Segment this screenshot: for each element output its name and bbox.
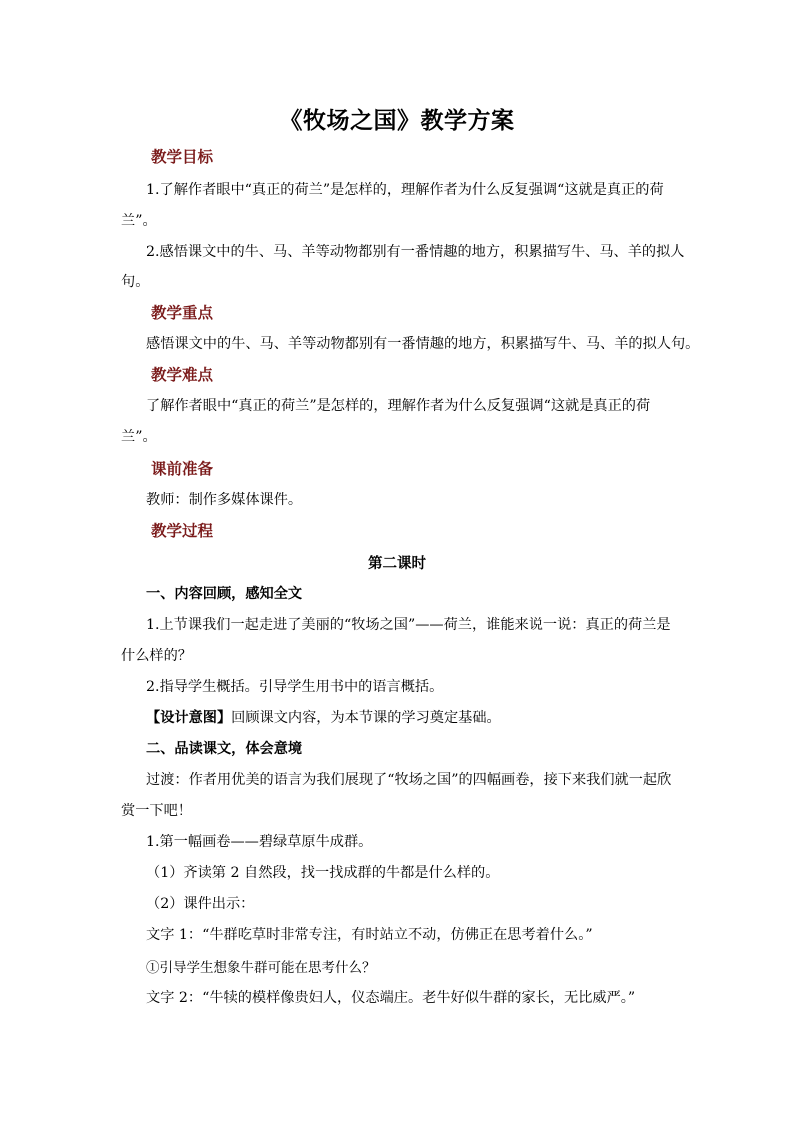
- part2-heading: 二、品读课文，体会意境: [146, 741, 303, 757]
- objective-1-line-1: 1.了解作者眼中“真正的荷兰”是怎样的，理解作者为什么反复强调“这就是真正的荷: [146, 182, 664, 198]
- design-intent-text: 回顾课文内容，为本节课的学习奠定基础。: [231, 710, 501, 726]
- design-intent-tag: 【设计意图】: [146, 710, 232, 726]
- heading-objectives: 教学目标: [151, 147, 214, 166]
- preparation-text: 教师：制作多媒体课件。: [146, 492, 303, 508]
- heading-key-points: 教学重点: [151, 303, 214, 322]
- heading-process: 教学过程: [151, 521, 214, 540]
- heading-preparation: 课前准备: [151, 459, 214, 478]
- guide-question-1: ①引导学生想象牛群可能在思考什么？: [146, 960, 376, 976]
- part1-heading: 一、内容回顾，感知全文: [146, 586, 303, 602]
- objective-1-line-2: 兰”。: [121, 213, 157, 229]
- key-points-text: 感悟课文中的牛、马、羊等动物都别有一番情趣的地方，积累描写牛、马、羊的拟人句。: [146, 336, 700, 352]
- scroll-1-title: 1.第一幅画卷——碧绿草原牛成群。: [146, 834, 373, 850]
- quote-text-1: 文字 1：“牛群吃草时非常专注，有时站立不动，仿佛正在思考着什么。”: [146, 927, 593, 943]
- heading-difficulties: 教学难点: [151, 365, 214, 384]
- design-intent: [146, 707, 501, 727]
- objective-2-line-1: 2.感悟课文中的牛、马、羊等动物都别有一番情趣的地方，积累描写牛、马、羊的拟人: [146, 244, 685, 260]
- part1-item1-line-1: 1.上节课我们一起走进了美丽的“牧场之国”——荷兰，谁能来说一说：真正的荷兰是: [146, 617, 671, 633]
- lesson-title: 第二课时: [368, 555, 426, 572]
- quote-text-2: 文字 2：“牛犊的模样像贵妇人，仪态端庄。老牛好似牛群的家长，无比威严。”: [146, 990, 636, 1006]
- page-title: 《牧场之国》教学方案: [279, 107, 515, 134]
- difficulties-line-2: 兰”。: [121, 429, 157, 445]
- step-1: （1）齐读第 2 自然段，找一找成群的牛都是什么样的。: [146, 865, 500, 881]
- part1-item1-line-2: 什么样的？: [121, 648, 192, 664]
- part1-item2: 2.指导学生概括。引导学生用书中的语言概括。: [146, 679, 444, 695]
- transition-line-2: 赏一下吧！: [121, 803, 192, 819]
- transition-line-1: 过渡：作者用优美的语言为我们展现了“牧场之国”的四幅画卷，接下来我们就一起欣: [146, 772, 672, 788]
- objective-2-line-2: 句。: [121, 274, 150, 290]
- step-2: （2）课件出示：: [146, 896, 255, 912]
- difficulties-line-1: 了解作者眼中“真正的荷兰”是怎样的，理解作者为什么反复强调“这就是真正的荷: [146, 398, 651, 414]
